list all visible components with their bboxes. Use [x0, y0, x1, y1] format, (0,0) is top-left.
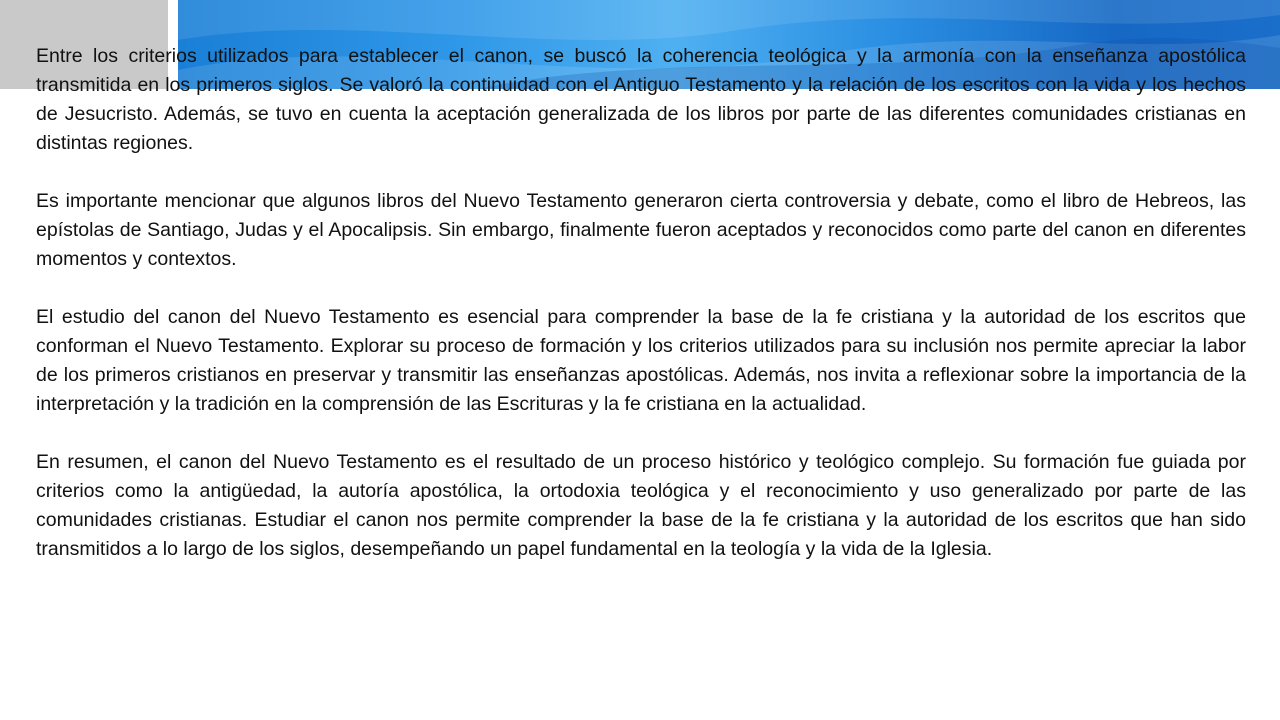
paragraph-controversia: Es importante mencionar que algunos libros del Nuevo Testamento generaron cierta controversia y debate, como el libro de Hebreos, las epístolas de Santiago, Judas y el Apocalipsis. Sin embargo, finalmente fueron aceptados y reconocidos como parte del canon en diferentes momentos y contextos. [36, 190, 1246, 270]
paragraph-resumen: En resumen, el canon del Nuevo Testamento es el resultado de un proceso histórico y teológico complejo. Su formación fue guiada por criterios como la antigüedad, la autoría apostólica, la ortodoxia teológica y el reconocimiento y uso generalizado por parte de las comunidades cristianas. Estudiar el canon nos permite comprender la base de la fe cristiana y la autoridad de los escritos que han sido transmitidos a lo largo de los siglos, desempeñando un papel fundamental en la teología y la vida de la Iglesia. [36, 451, 1246, 560]
paragraph-estudio: El estudio del canon del Nuevo Testamento es esencial para comprender la base de la fe cristiana y la autoridad de los escritos que conforman el Nuevo Testamento. Explorar su proceso de formación y los criterios utilizados para su inclusión nos permite apreciar la labor de los primeros cristianos en preservar y transmitir las enseñanzas apostólicas. Además, nos invita a reflexionar sobre la importancia de la interpretación y la tradición en la comprensión de las Escrituras y la fe cristiana en la actualidad. [36, 306, 1246, 415]
paragraph-criterios: Entre los criterios utilizados para establecer el canon, se buscó la coherencia teológica y la armonía con la enseñanza apostólica transmitida en los primeros siglos. Se valoró la continuidad con el Antiguo Testamento y la relación de los escritos con la vida y los hechos de Jesucristo. Además, se tuvo en cuenta la aceptación generalizada de los libros por parte de las diferentes comunidades cristianas en distintas regiones. [36, 45, 1246, 154]
slide-body-text [36, 42, 1246, 593]
